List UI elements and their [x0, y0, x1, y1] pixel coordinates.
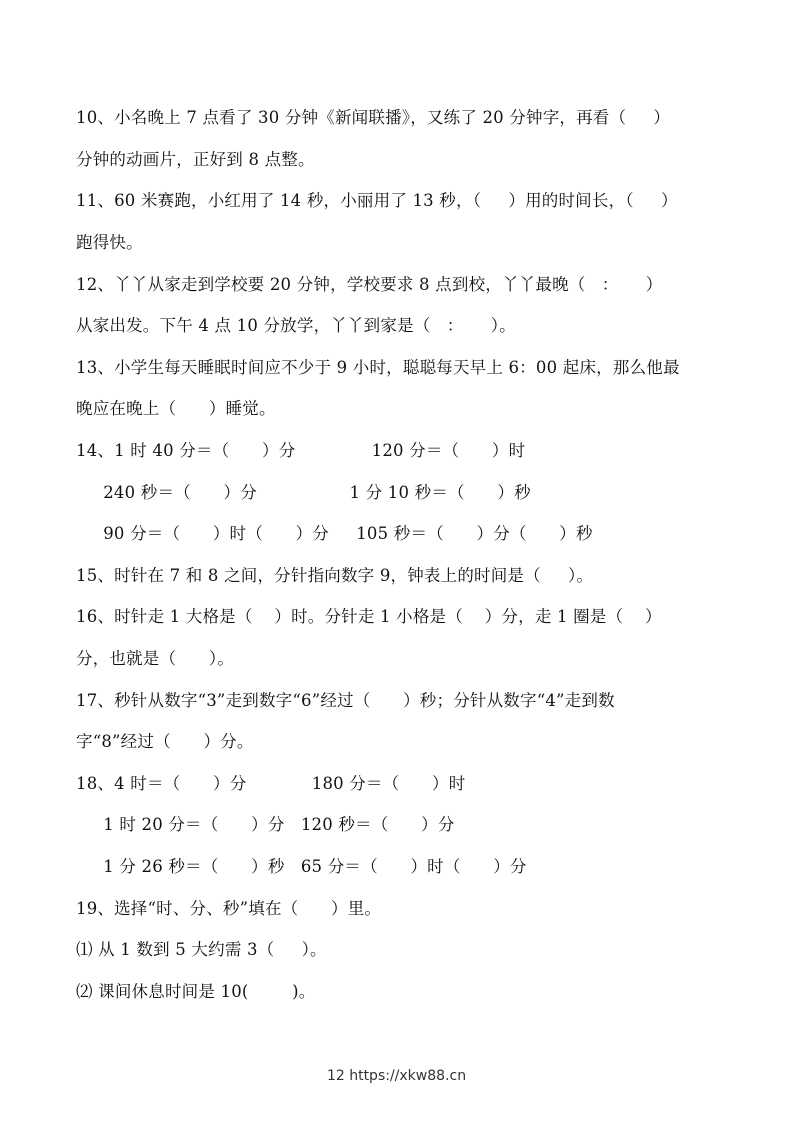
q16-line-2: 分，也就是（ ）。 [76, 649, 235, 668]
page-footer: 12 https://xkw88.cn [326, 1068, 467, 1084]
q12-line-2: 从家出发。下午 4 点 10 分放学，丫丫到家是（ ： ）。 [76, 316, 516, 335]
q19-item-2: ⑵ 课间休息时间是 10( )。 [76, 982, 316, 1001]
q17-line-2: 字“8”经过（ ）分。 [76, 732, 254, 751]
q13-line-1: 13、小学生每天睡眠时间应不少于 9 小时，聪聪每天早上 6：00 起床，那么他最 [76, 358, 680, 377]
q12-line-1: 12、丫丫从家走到学校要 20 分钟，学校要求 8 点到校，丫丫最晚（ ： ） [76, 275, 663, 294]
q19-line-1: 19、选择“时、分、秒”填在（ ）里。 [76, 899, 382, 918]
q19-item-1: ⑴ 从 1 数到 5 大约需 3（ ）。 [76, 940, 327, 959]
q11-line-2: 跑得快。 [76, 233, 143, 252]
q16-line-1: 16、时针走 1 大格是（ ）时。分针走 1 小格是（ ）分，走 1 圈是（ ） [76, 607, 662, 626]
q17-line-1: 17、秒针从数字“3”走到数字“6”经过（ ）秒；分针从数字“4”走到数 [76, 691, 615, 710]
q13-line-2: 晚应在晚上（ ）睡觉。 [76, 399, 276, 418]
q14-line-3: 90 分＝（ ）时（ ）分 105 秒＝（ ）分（ ）秒 [76, 524, 593, 543]
q18-line-3: 1 分 26 秒＝（ ）秒 65 分＝（ ）时（ ）分 [76, 857, 527, 876]
q10-line-1: 10、小名晚上 7 点看了 30 分钟《新闻联播》，又练了 20 分钟字，再看（ ） [76, 108, 671, 127]
q15-line-1: 15、时针在 7 和 8 之间，分针指向数字 9，钟表上的时间是（ ）。 [76, 566, 594, 585]
q18-line-2: 1 时 20 分＝（ ）分 120 秒＝（ ）分 [76, 815, 455, 834]
q14-line-1: 14、1 时 40 分＝（ ）分 120 分＝（ ）时 [76, 441, 526, 460]
q14-line-2: 240 秒＝（ ）分 1 分 10 秒＝（ ）秒 [76, 483, 531, 502]
q18-line-1: 18、4 时＝（ ）分 180 分＝（ ）时 [76, 774, 466, 793]
q10-line-2: 分钟的动画片，正好到 8 点整。 [76, 150, 315, 169]
q11-line-1: 11、60 米赛跑，小红用了 14 秒，小丽用了 13 秒，（ ）用的时间长，（ ） [76, 191, 678, 210]
